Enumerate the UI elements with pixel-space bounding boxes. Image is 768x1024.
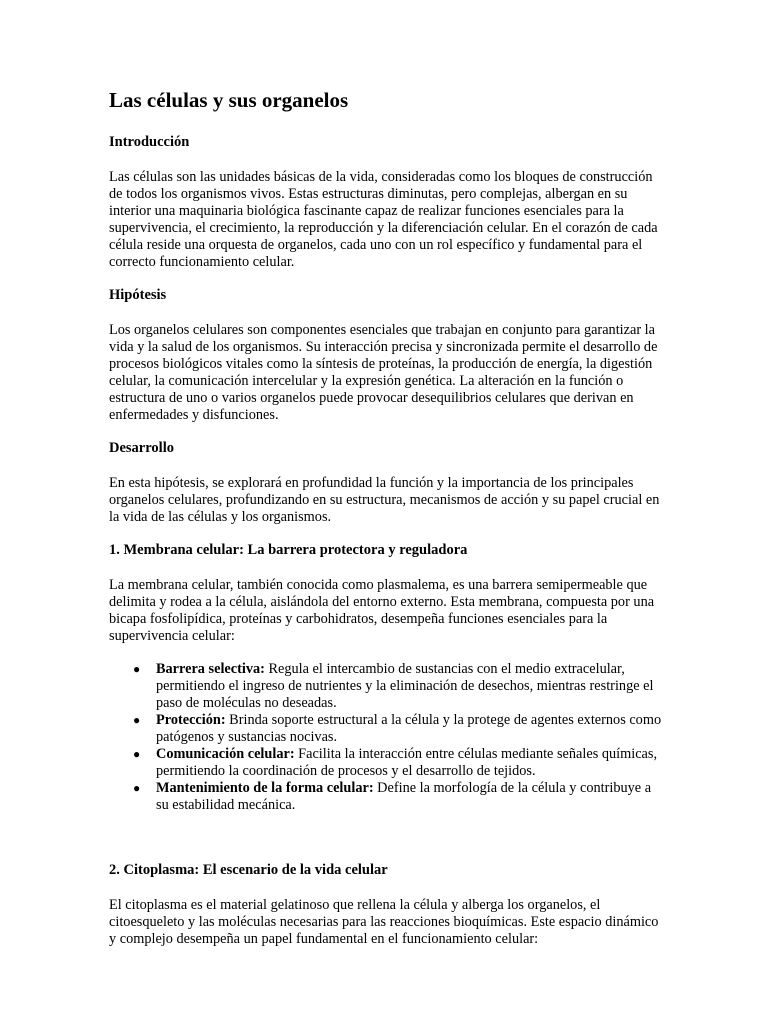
list-item-text: Facilita la interacción entre células mediante señales químicas, permitiendo la coordinación de procesos y el desarrollo de tejidos. <box>156 746 658 779</box>
section-heading-membrane: 1. Membrana celular: La barrera protectora y reguladora <box>109 542 468 558</box>
list-item <box>133 661 664 712</box>
list-item-term: Comunicación celular: <box>156 746 295 762</box>
paragraph-hypothesis: Los organelos celulares son componentes esenciales que trabajan en conjunto para garantizar la vida y la salud de los organismos. Su interacción precisa y sincronizada permite el desarrollo de procesos biológicos vitales como la síntesis de proteínas, la producción de energía, la digestión celular, la comunicación intercelular y la expresión genética. La alteración en la función o estructura de uno o varios organelos puede provocar desequilibrios celulares que derivan en enfermedades y disfunciones. <box>109 322 658 423</box>
bullet-icon: ● <box>133 662 141 676</box>
list-item <box>133 780 664 814</box>
document-title: Las células y sus organelos <box>109 88 349 112</box>
membrane-function-list <box>109 661 664 814</box>
paragraph-development: En esta hipótesis, se explorará en profundidad la función y la importancia de los principales organelos celulares, profundizando en su estructura, mecanismos de acción y su papel crucial en la vida de las células y los organismos. <box>109 475 660 525</box>
paragraph-cytoplasm: El citoplasma es el material gelatinoso que rellena la célula y alberga los organelos, el citoesqueleto y las moléculas necesarias para las reacciones bioquímicas. Este espacio dinámico y complejo desempeña un papel fundamental en el funcionamiento celular: <box>109 897 659 947</box>
paragraph-membrane: La membrana celular, también conocida como plasmalema, es una barrera semipermeable que delimita y rodea a la célula, aislándola del entorno externo. Esta membrana, compuesta por una bicapa fosfolipídica, proteínas y carbohidratos, desempeña funciones esenciales para la supervivencia celular: <box>109 577 655 644</box>
list-item-term: Barrera selectiva: <box>156 661 265 677</box>
list-item <box>133 712 664 746</box>
list-item <box>133 746 664 780</box>
bullet-icon: ● <box>133 747 141 761</box>
bullet-icon: ● <box>133 713 141 727</box>
section-heading-development: Desarrollo <box>109 440 174 456</box>
bullet-icon: ● <box>133 781 141 795</box>
list-item-term: Protección: <box>156 712 226 728</box>
paragraph-intro: Las células son las unidades básicas de la vida, consideradas como los bloques de construcción de todos los organismos vivos. Estas estructuras diminutas, pero complejas, albergan en su interior una maquinaria biológica fascinante capaz de realizar funciones esenciales para la supervivencia, el crecimiento, la reproducción y la diferenciación celular. En el corazón de cada célula reside una orquesta de organelos, cada uno con un rol específico y fundamental para el correcto funcionamiento celular. <box>109 169 658 270</box>
section-heading-hypothesis: Hipótesis <box>109 287 167 303</box>
section-heading-intro: Introducción <box>109 134 190 150</box>
list-item-text: Brinda soporte estructural a la célula y la protege de agentes externos como patógenos y sustancias nocivas. <box>156 712 662 745</box>
list-item-text: Regula el intercambio de sustancias con el medio extracelular, permitiendo el ingreso de nutrientes y la eliminación de desechos, mientras restringe el paso de moléculas no deseadas. <box>156 661 654 711</box>
list-item-term: Mantenimiento de la forma celular: <box>156 780 374 796</box>
section-heading-cytoplasm: 2. Citoplasma: El escenario de la vida celular <box>109 862 388 878</box>
list-item-text: Define la morfología de la célula y contribuye a su estabilidad mecánica. <box>156 780 652 813</box>
